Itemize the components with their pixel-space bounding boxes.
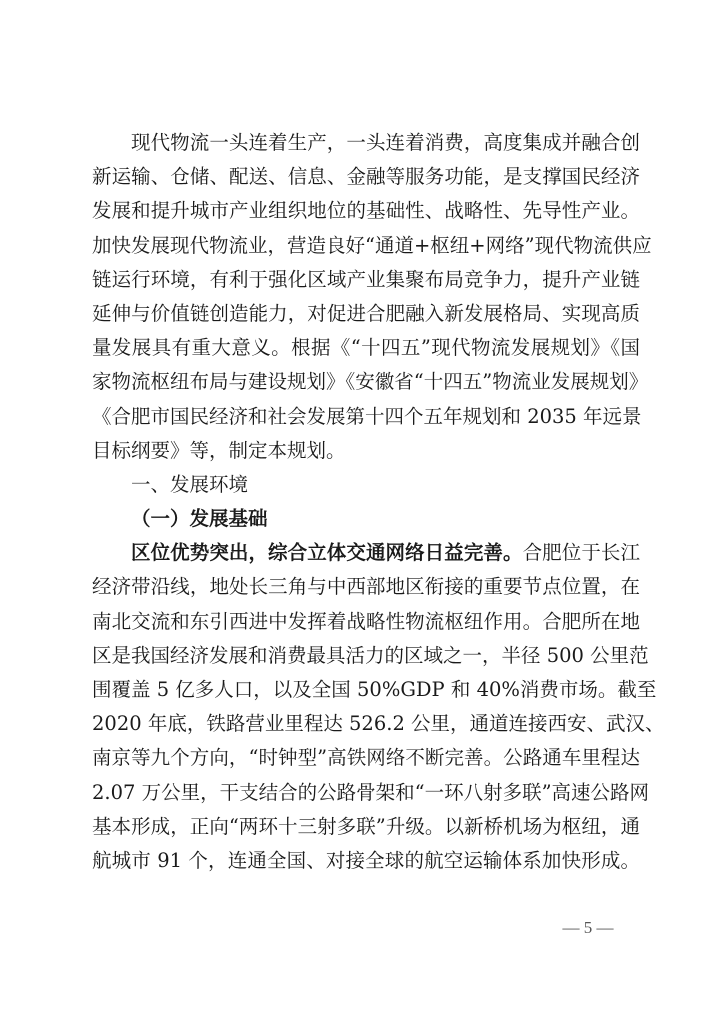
para2-first-line: [92, 536, 640, 570]
intro-line: 家物流枢纽布局与建设规划》《安徽省“十四五”物流业发展规划》: [92, 370, 649, 394]
para2-line: 2020 年底，铁路营业里程达 526.2 公里，通道连接西安、武汉、: [92, 712, 665, 736]
para2-bold-lead: 区位优势突出，综合立体交通网络日益完善。: [131, 541, 523, 565]
subsection-heading: （一）发展基础: [131, 507, 268, 531]
para2-line: 2.07 万公里，干支结合的公路骨架和“一环八射多联”高速公路网: [92, 780, 650, 804]
intro-line: 现代物流一头连着生产，一头连着消费，高度集成并融合创: [131, 131, 640, 154]
intro-line: 发展和提升城市产业组织地位的基础性、战略性、先导性产业。: [92, 199, 640, 223]
intro-line: 新运输、仓储、配送、信息、金融等服务功能，是支撑国民经济: [92, 165, 640, 189]
para2-line: 南京等九个方向，“时钟型”高铁网络不断完善。公路通车里程达: [92, 746, 640, 770]
para2-line: 合肥位于长江: [522, 541, 640, 565]
para2-line: 围覆盖 5 亿多人口，以及全国 50%GDP 和 40%消费市场。截至: [92, 678, 657, 701]
intro-line: 链运行环境，有利于强化区域产业集聚布局竞争力，提升产业链: [92, 267, 640, 291]
intro-line: 量发展具有重大意义。根据《“十四五”现代物流发展规划》《国: [92, 336, 640, 360]
para2-line: 南北交流和东引西进中发挥着战略性物流枢纽作用。合肥所在地: [92, 609, 640, 633]
page-number: — 5 —: [562, 918, 614, 937]
para2-line: 航城市 91 个，连通全国、对接全球的航空运输体系加快形成。: [92, 848, 640, 872]
intro-line: 《合肥市国民经济和社会发展第十四个五年规划和 2035 年远景: [92, 404, 642, 428]
section-heading: 一、发展环境: [131, 472, 249, 496]
document-body: [92, 126, 665, 878]
intro-line: 目标纲要》等，制定本规划。: [92, 438, 346, 462]
intro-line: 加快发展现代物流业，营造良好“通道+枢纽+网络”现代物流供应: [92, 233, 652, 257]
para2-line: 区是我国经济发展和消费最具活力的区域之一，半径 500 公里范: [92, 643, 649, 667]
para2-line: 基本形成，正向“两环十三射多联”升级。以新桥机场为枢纽，通: [92, 814, 640, 838]
intro-line: 延伸与价值链创造能力，对促进合肥融入新发展格局、实现高质: [92, 301, 640, 325]
para2-line: 经济带沿线，地处长三角与中西部地区衔接的重要节点位置，在: [92, 575, 640, 599]
